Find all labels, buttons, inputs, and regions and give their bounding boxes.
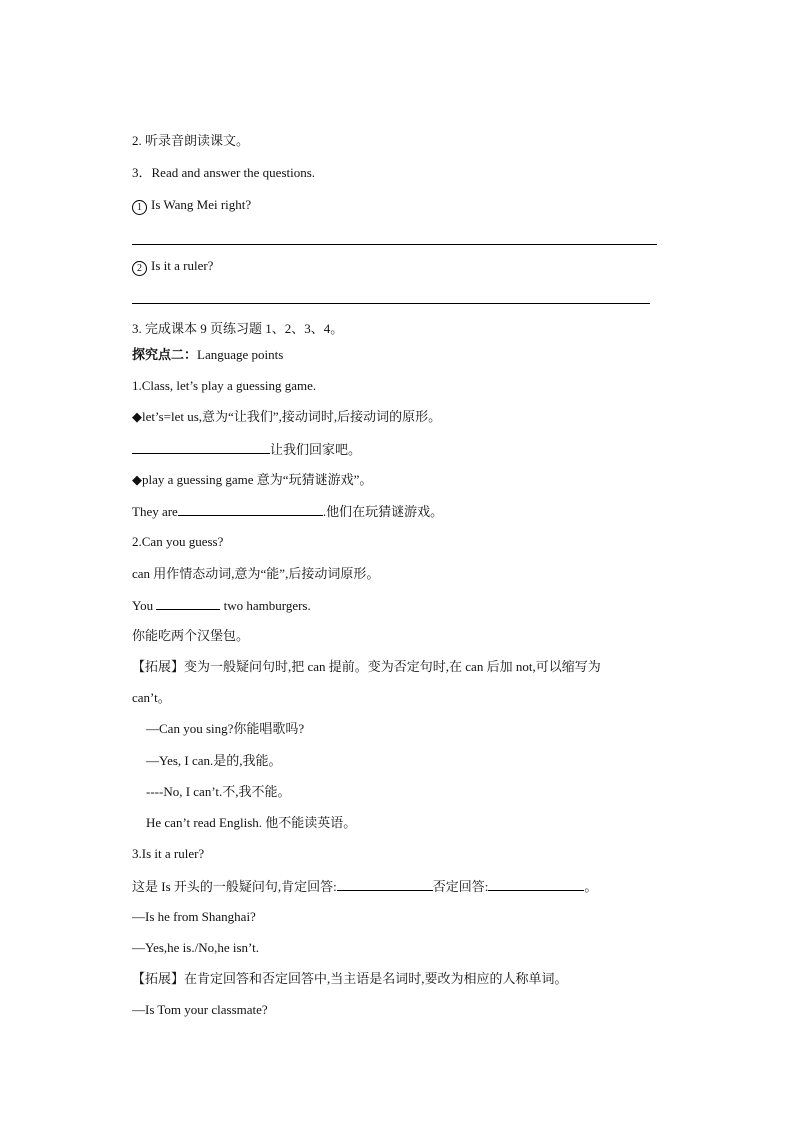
note-text-b: 否定回答: — [432, 879, 489, 894]
instruction-read-answer: 3．Read and answer the questions. — [132, 165, 316, 180]
example-2: —Yes, I can.是的,我能。 — [146, 753, 282, 768]
point-2-extension: 【拓展】变为一般疑问句时,把 can 提前。变为否定句时,在 can 后加 not,可以缩写为 — [132, 659, 601, 674]
exercise-text-before: They are — [132, 504, 178, 519]
question-2-text: Is it a ruler? — [151, 258, 214, 273]
point-1-note-2: ◆play a guessing game 意为“玩猜谜游戏”。 — [132, 472, 373, 487]
point-1-exercise-text: 让我们回家吧。 — [270, 442, 362, 457]
fill-blank[interactable] — [337, 878, 433, 891]
fill-blank[interactable] — [488, 878, 584, 891]
fill-blank[interactable] — [178, 503, 323, 516]
fill-blank[interactable] — [132, 441, 270, 454]
point-3-title: 3.Is it a ruler? — [132, 846, 205, 861]
exercise-text-after: .他们在玩猜谜游戏。 — [322, 504, 444, 519]
section-heading-sub: Language points — [197, 347, 284, 362]
point-1-note: ◆let’s=let us,意为“让我们”,接动词时,后接动词的原形。 — [132, 409, 442, 424]
point-2-note: can 用作情态动词,意为“能”,后接动词原形。 — [132, 566, 380, 581]
point-2-extension-cont: can’t。 — [132, 690, 171, 705]
answer-line-2[interactable] — [132, 303, 650, 304]
point-3-extension: 【拓展】在肯定回答和否定回答中,当主语是名词时,要改为相应的人称单词。 — [132, 971, 568, 986]
section-heading-label: 探究点二： — [132, 347, 198, 362]
circled-number-icon: 2 — [132, 261, 147, 276]
fill-blank[interactable] — [156, 597, 220, 610]
note-text-a: 这是 Is 开头的一般疑问句,肯定回答: — [132, 879, 337, 894]
answer-line-1[interactable] — [132, 244, 657, 245]
point-2-exercise — [132, 597, 311, 614]
exercise-text-before: You — [132, 598, 157, 613]
instruction-listen-read: 2. 听录音朗读课文。 — [132, 133, 250, 148]
point-1-title: 1.Class, let’s play a guessing game. — [132, 378, 317, 393]
point-1-exercise-2 — [132, 503, 443, 520]
exercise-text-after: two hamburgers. — [220, 598, 311, 613]
point-2-title: 2.Can you guess? — [132, 534, 224, 549]
circled-number-icon: 1 — [132, 200, 147, 215]
section-heading — [132, 347, 283, 363]
example-6: —Yes,he is./No,he isn’t. — [132, 940, 260, 955]
note-text-c: 。 — [584, 879, 598, 894]
example-1: —Can you sing?你能唱歌吗? — [146, 721, 305, 736]
point-1-exercise — [132, 441, 361, 458]
instruction-exercises: 3. 完成课本 9 页练习题 1、2、3、4。 — [132, 321, 344, 336]
example-3: ----No, I can’t.不,我不能。 — [146, 784, 291, 799]
example-5: —Is he from Shanghai? — [132, 909, 256, 924]
question-1 — [132, 197, 251, 215]
example-7: —Is Tom your classmate? — [132, 1002, 268, 1017]
example-4: He can’t read English. 他不能读英语。 — [146, 815, 357, 830]
point-3-note — [132, 878, 597, 895]
question-1-text: Is Wang Mei right? — [151, 197, 252, 212]
question-2 — [132, 258, 213, 276]
point-2-translation: 你能吃两个汉堡包。 — [132, 628, 250, 643]
